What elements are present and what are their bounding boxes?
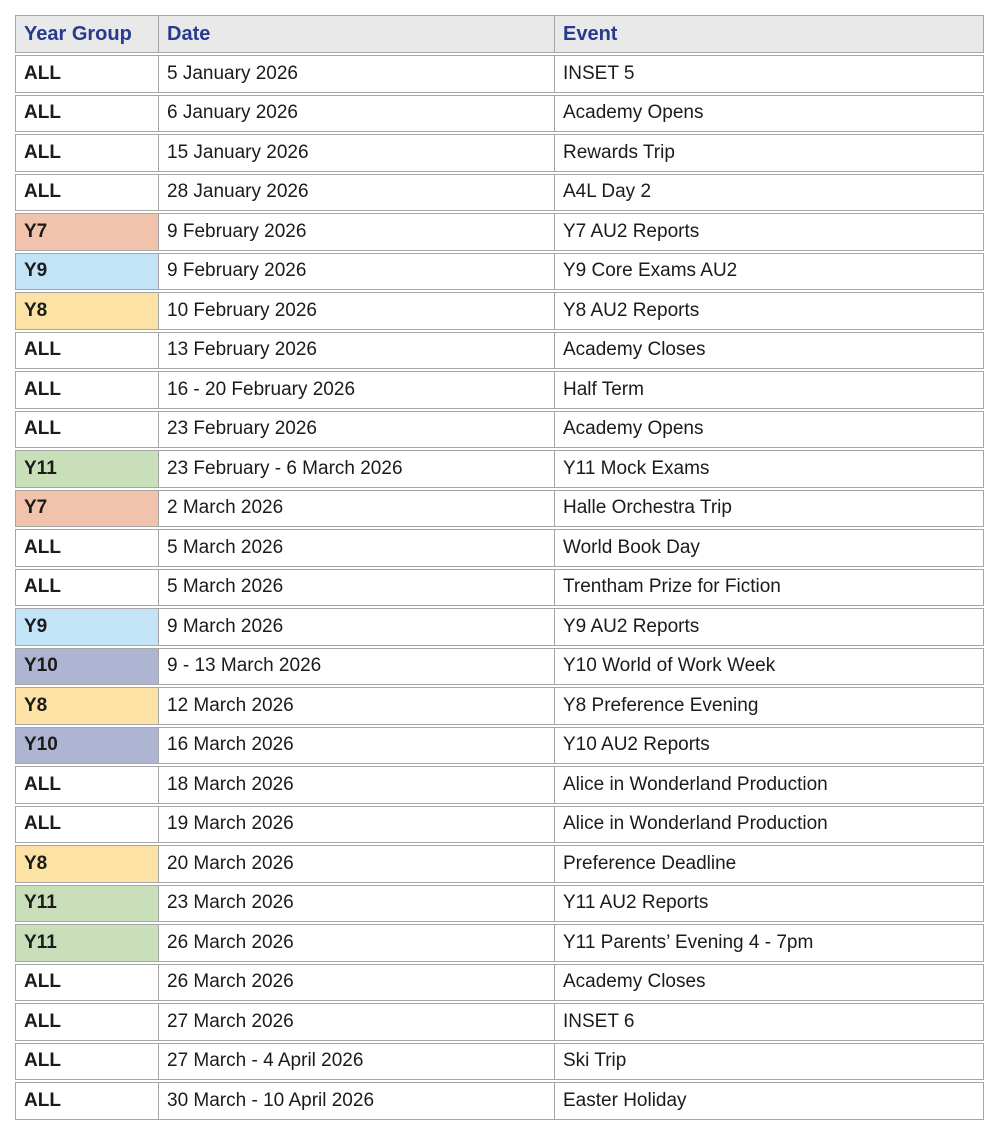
date-cell: 28 January 2026 — [159, 174, 555, 212]
event-cell: Y11 AU2 Reports — [555, 885, 984, 923]
year-group-cell: ALL — [15, 1082, 159, 1120]
date-cell: 2 March 2026 — [159, 490, 555, 528]
event-cell: Y10 AU2 Reports — [555, 727, 984, 765]
date-cell: 27 March - 4 April 2026 — [159, 1043, 555, 1081]
year-group-cell: Y11 — [15, 885, 159, 923]
event-cell: INSET 5 — [555, 55, 984, 93]
table-header-row — [15, 15, 984, 53]
date-cell: 27 March 2026 — [159, 1003, 555, 1041]
date-cell: 5 March 2026 — [159, 569, 555, 607]
year-group-cell: Y9 — [15, 608, 159, 646]
table-row — [15, 885, 984, 923]
table-row — [15, 134, 984, 172]
event-cell: Preference Deadline — [555, 845, 984, 883]
year-group-cell: ALL — [15, 95, 159, 133]
date-cell: 9 - 13 March 2026 — [159, 648, 555, 686]
year-group-cell: Y11 — [15, 450, 159, 488]
date-cell: 9 February 2026 — [159, 213, 555, 251]
year-group-cell: ALL — [15, 55, 159, 93]
year-group-cell: Y8 — [15, 845, 159, 883]
table-row — [15, 371, 984, 409]
event-cell: Easter Holiday — [555, 1082, 984, 1120]
event-cell: A4L Day 2 — [555, 174, 984, 212]
event-cell: INSET 6 — [555, 1003, 984, 1041]
year-group-cell: ALL — [15, 134, 159, 172]
table-row — [15, 608, 984, 646]
year-group-cell: ALL — [15, 174, 159, 212]
date-cell: 13 February 2026 — [159, 332, 555, 370]
col-header-year-group: Year Group — [15, 15, 159, 53]
year-group-cell: Y10 — [15, 727, 159, 765]
table-row — [15, 332, 984, 370]
table-row — [15, 490, 984, 528]
event-cell: Y11 Mock Exams — [555, 450, 984, 488]
year-group-cell: ALL — [15, 964, 159, 1002]
event-cell: Alice in Wonderland Production — [555, 766, 984, 804]
table-row — [15, 964, 984, 1002]
col-header-event: Event — [555, 15, 984, 53]
event-cell: Academy Opens — [555, 411, 984, 449]
date-cell: 19 March 2026 — [159, 806, 555, 844]
event-cell: Y8 Preference Evening — [555, 687, 984, 725]
event-cell: Y9 Core Exams AU2 — [555, 253, 984, 291]
event-cell: World Book Day — [555, 529, 984, 567]
date-cell: 12 March 2026 — [159, 687, 555, 725]
year-group-cell: Y7 — [15, 490, 159, 528]
date-cell: 18 March 2026 — [159, 766, 555, 804]
event-cell: Y10 World of Work Week — [555, 648, 984, 686]
event-cell: Rewards Trip — [555, 134, 984, 172]
year-group-cell: ALL — [15, 766, 159, 804]
table-row — [15, 529, 984, 567]
event-cell: Y7 AU2 Reports — [555, 213, 984, 251]
table-row — [15, 95, 984, 133]
event-cell: Y11 Parents’ Evening 4 - 7pm — [555, 924, 984, 962]
date-cell: 30 March - 10 April 2026 — [159, 1082, 555, 1120]
table-row — [15, 569, 984, 607]
table-row — [15, 924, 984, 962]
date-cell: 26 March 2026 — [159, 924, 555, 962]
table-row — [15, 1043, 984, 1081]
year-group-cell: ALL — [15, 371, 159, 409]
event-cell: Academy Closes — [555, 964, 984, 1002]
event-cell: Trentham Prize for Fiction — [555, 569, 984, 607]
year-group-cell: ALL — [15, 806, 159, 844]
date-cell: 23 February - 6 March 2026 — [159, 450, 555, 488]
table-row — [15, 766, 984, 804]
date-cell: 10 February 2026 — [159, 292, 555, 330]
date-cell: 15 January 2026 — [159, 134, 555, 172]
year-group-cell: Y10 — [15, 648, 159, 686]
year-group-cell: ALL — [15, 569, 159, 607]
date-cell: 9 February 2026 — [159, 253, 555, 291]
col-header-date: Date — [159, 15, 555, 53]
event-cell: Ski Trip — [555, 1043, 984, 1081]
date-cell: 23 February 2026 — [159, 411, 555, 449]
year-group-cell: ALL — [15, 1003, 159, 1041]
table-row — [15, 727, 984, 765]
table-row — [15, 55, 984, 93]
year-group-cell: ALL — [15, 529, 159, 567]
table-row — [15, 687, 984, 725]
event-cell: Half Term — [555, 371, 984, 409]
table-row — [15, 292, 984, 330]
event-cell: Academy Closes — [555, 332, 984, 370]
date-cell: 6 January 2026 — [159, 95, 555, 133]
table-row — [15, 648, 984, 686]
date-cell: 16 - 20 February 2026 — [159, 371, 555, 409]
table-row — [15, 806, 984, 844]
date-cell: 16 March 2026 — [159, 727, 555, 765]
event-cell: Academy Opens — [555, 95, 984, 133]
table-row — [15, 845, 984, 883]
year-group-cell: ALL — [15, 1043, 159, 1081]
year-group-cell: Y7 — [15, 213, 159, 251]
date-cell: 20 March 2026 — [159, 845, 555, 883]
table-row — [15, 174, 984, 212]
year-group-cell: ALL — [15, 411, 159, 449]
year-group-cell: Y8 — [15, 292, 159, 330]
date-cell: 5 January 2026 — [159, 55, 555, 93]
table-row — [15, 450, 984, 488]
event-cell: Y8 AU2 Reports — [555, 292, 984, 330]
year-group-cell: Y9 — [15, 253, 159, 291]
year-group-cell: ALL — [15, 332, 159, 370]
year-group-cell: Y11 — [15, 924, 159, 962]
date-cell: 9 March 2026 — [159, 608, 555, 646]
event-cell: Halle Orchestra Trip — [555, 490, 984, 528]
event-cell: Y9 AU2 Reports — [555, 608, 984, 646]
table-row — [15, 411, 984, 449]
date-cell: 23 March 2026 — [159, 885, 555, 923]
date-cell: 26 March 2026 — [159, 964, 555, 1002]
date-cell: 5 March 2026 — [159, 529, 555, 567]
table-row — [15, 253, 984, 291]
event-cell: Alice in Wonderland Production — [555, 806, 984, 844]
table-row — [15, 1003, 984, 1041]
year-group-cell: Y8 — [15, 687, 159, 725]
table-row — [15, 213, 984, 251]
table-row — [15, 1082, 984, 1120]
events-table — [15, 13, 984, 1122]
